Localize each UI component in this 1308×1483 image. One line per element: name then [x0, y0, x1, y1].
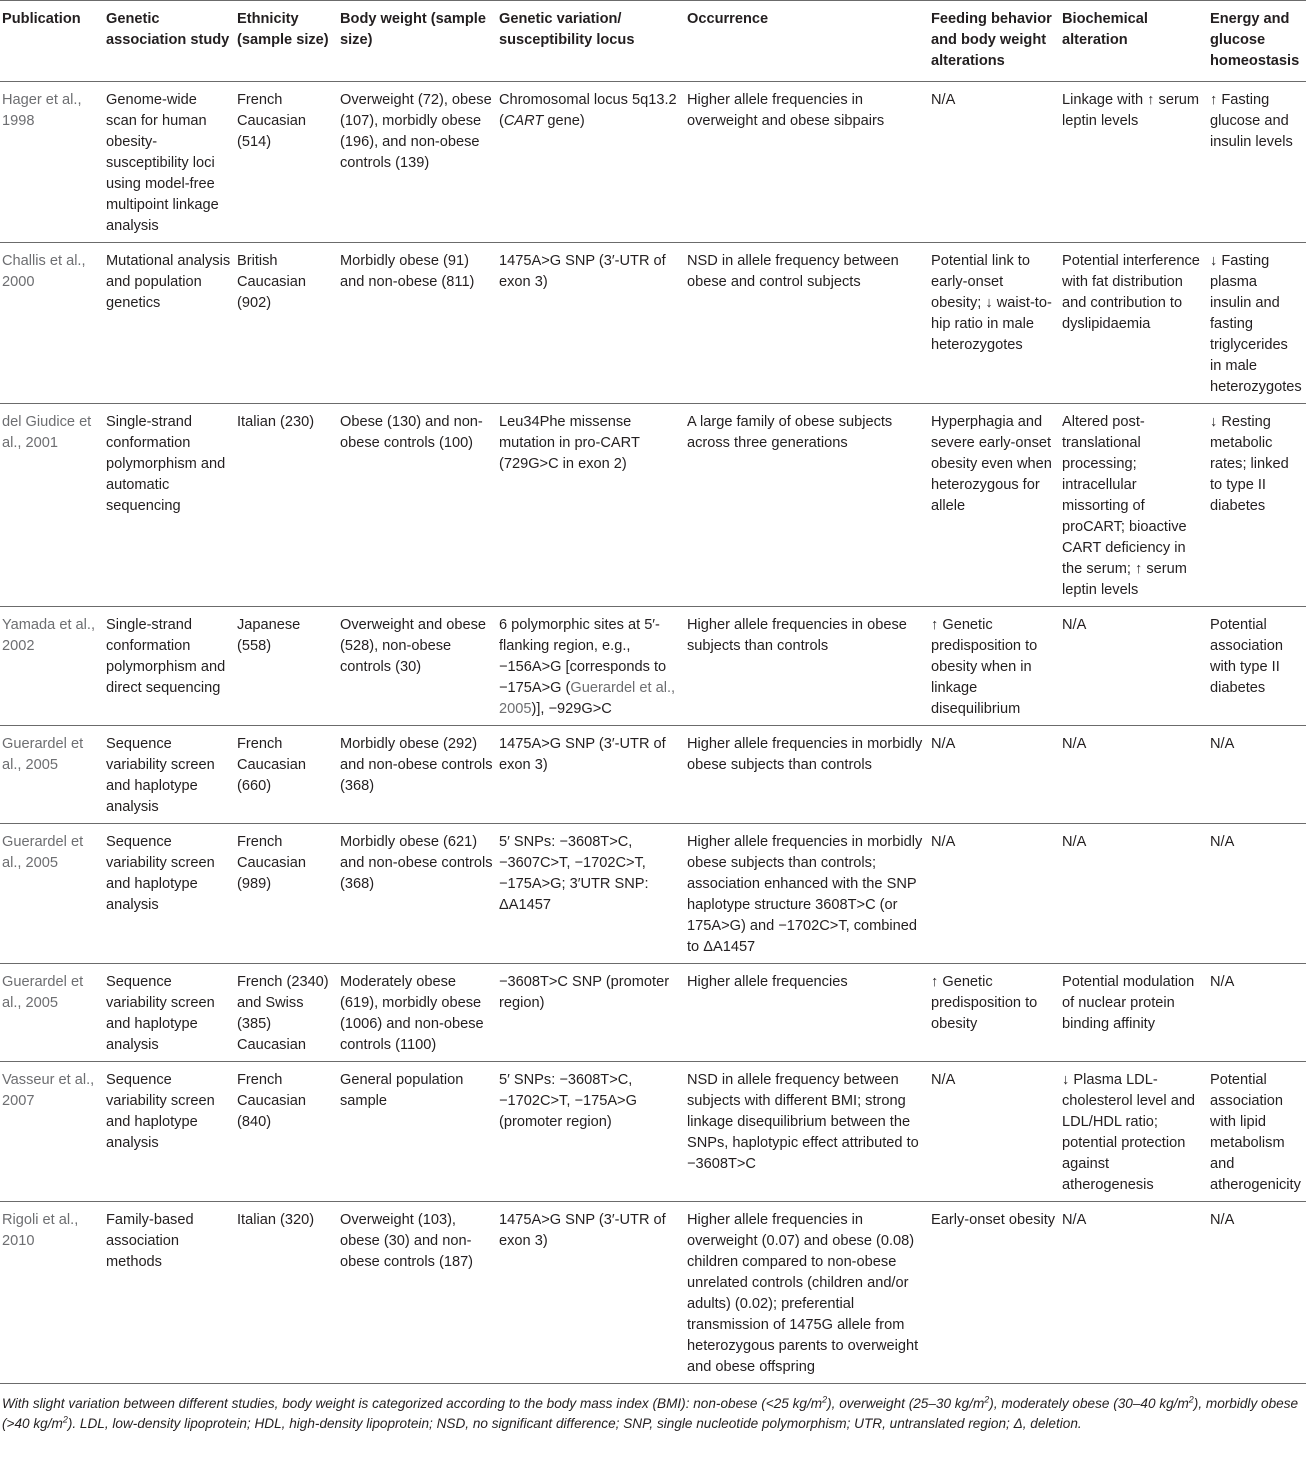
superscript: 2: [1188, 1394, 1194, 1405]
cell-feeding: N/A: [931, 92, 956, 108]
cell-occurrence: Higher allele frequencies in morbidly obese subjects than controls: [687, 736, 923, 773]
cell-locus: 1475A>G SNP (3′-UTR of exon 3): [499, 736, 666, 773]
footnote-text: ). LDL, low-density lipoprotein; HDL, high-density lipoprotein; NSD, no significant difference; SNP, single nucleotide polymorphism; UTR, untranslated region; Δ, deletion.: [67, 1416, 1082, 1431]
cell-body-weight: General population sample: [340, 1072, 464, 1109]
cell-study: Single-strand conformation polymorphism and automatic sequencing: [106, 414, 226, 514]
cell-energy: Potential association with lipid metabolism and atherogenicity: [1210, 1072, 1301, 1193]
cell-body-weight: Morbidly obese (292) and non-obese controls (368): [340, 736, 493, 794]
footnote-text: ), overweight (25–30 kg/m: [827, 1396, 985, 1411]
header-locus: Genetic variation/ susceptibility locus: [499, 11, 635, 48]
cell-study: Family-based association methods: [106, 1212, 194, 1270]
cell-publication: Challis et al., 2000: [2, 253, 86, 290]
cell-study: Sequence variability screen and haplotype analysis: [106, 834, 215, 913]
locus-text: Chromosomal locus 5q13.2 (: [499, 92, 677, 129]
cell-occurrence: Higher allele frequencies in overweight (0.07) and obese (0.08) children compared to non-obese unrelated controls (children and/or adults) (0.02); preferential transmission of 1475G allele from heterozygous parents to overweight and obese offspring: [687, 1212, 919, 1375]
cell-biochemical: ↓ Plasma LDL-cholesterol level and LDL/HDL ratio; potential protection against atherogenesis: [1062, 1072, 1196, 1193]
header-publication: Publication: [2, 11, 81, 27]
cell-body-weight: Morbidly obese (91) and non-obese (811): [340, 253, 475, 290]
cell-publication: del Giudice et al., 2001: [2, 414, 92, 451]
cell-publication: Yamada et al., 2002: [2, 617, 96, 654]
cell-biochemical: Potential interference with fat distribution and contribution to dyslipidaemia: [1062, 253, 1200, 332]
cell-body-weight: Overweight (103), obese (30) and non-obese controls (187): [340, 1212, 474, 1270]
cell-locus: Leu34Phe missense mutation in pro-CART (729G>C in exon 2): [499, 414, 640, 472]
cell-body-weight: Morbidly obese (621) and non-obese controls (368): [340, 834, 493, 892]
cell-feeding: ↑ Genetic predisposition to obesity when in linkage disequilibrium: [931, 617, 1038, 717]
cell-body-weight: Moderately obese (619), morbidly obese (1006) and non-obese controls (1100): [340, 974, 484, 1053]
table-row: [0, 1202, 1306, 1384]
table-row: [0, 964, 1306, 1062]
cell-occurrence: Higher allele frequencies in overweight and obese sibpairs: [687, 92, 885, 129]
cell-occurrence: A large family of obese subjects across three generations: [687, 414, 893, 451]
cell-study: Genome-wide scan for human obesity-susceptibility loci using model-free multipoint linkage analysis: [106, 92, 219, 234]
superscript: 2: [984, 1394, 990, 1405]
cell-energy: N/A: [1210, 1212, 1235, 1228]
cell-occurrence: Higher allele frequencies: [687, 974, 848, 990]
table-row: [0, 243, 1306, 404]
cell-ethnicity: French Caucasian (989): [237, 834, 306, 892]
cell-energy: ↓ Fasting plasma insulin and fasting triglycerides in male heterozygotes: [1210, 253, 1302, 395]
cell-ethnicity: Italian (320): [237, 1212, 315, 1228]
header-biochemical: Biochemical alteration: [1062, 11, 1148, 48]
header-row: [0, 1, 1306, 82]
cell-occurrence: Higher allele frequencies in obese subjects than controls: [687, 617, 907, 654]
cell-locus: −3608T>C SNP (promoter region): [499, 974, 670, 1011]
header-body-weight: Body weight (sample size): [340, 11, 486, 48]
cell-publication: Guerardel et al., 2005: [2, 974, 84, 1011]
footnote-text: ), moderately obese (30–40 kg/m: [989, 1396, 1189, 1411]
header-energy: Energy and glucose homeostasis: [1210, 11, 1300, 69]
cell-biochemical: Linkage with ↑ serum leptin levels: [1062, 92, 1200, 129]
locus-text: 6 polymorphic sites at 5′-flanking region, e.g., −156A>G [corresponds to −175A>G (: [499, 617, 667, 696]
cell-energy: ↓ Resting metabolic rates; linked to type II diabetes: [1210, 414, 1289, 514]
cell-energy: Potential association with type II diabetes: [1210, 617, 1284, 696]
cell-occurrence: NSD in allele frequency between obese and control subjects: [687, 253, 899, 290]
cell-study: Sequence variability screen and haplotype analysis: [106, 736, 215, 815]
cell-study: Sequence variability screen and haplotype analysis: [106, 1072, 215, 1151]
cell-feeding: ↑ Genetic predisposition to obesity: [931, 974, 1038, 1032]
cell-biochemical: N/A: [1062, 736, 1087, 752]
locus-text: gene): [543, 113, 585, 129]
cell-locus: 5′ SNPs: −3608T>C, −3607C>T, −1702C>T, −175A>G; 3′UTR SNP: ΔA1457: [499, 834, 649, 913]
cell-publication: Guerardel et al., 2005: [2, 736, 84, 773]
superscript: 2: [62, 1414, 68, 1425]
cell-study: Sequence variability screen and haplotype analysis: [106, 974, 215, 1053]
cell-energy: ↑ Fasting glucose and insulin levels: [1210, 92, 1293, 150]
cell-biochemical: N/A: [1062, 617, 1087, 633]
cell-ethnicity: Japanese (558): [237, 617, 301, 654]
cell-ethnicity: British Caucasian (902): [237, 253, 306, 311]
cell-locus: 5′ SNPs: −3608T>C, −1702C>T, −175A>G (promoter region): [499, 1072, 637, 1130]
cell-biochemical: N/A: [1062, 834, 1087, 850]
header-feeding: Feeding behavior and body weight alterations: [931, 11, 1052, 69]
cell-ethnicity: French Caucasian (840): [237, 1072, 306, 1130]
table-row: [0, 824, 1306, 964]
footnote-text: ), morbidly obese (>40 kg/m: [2, 1396, 1299, 1431]
footnote-text: With slight variation between different studies, body weight is categorized according to the body mass index (BMI): non-obese (<25 kg/m: [2, 1396, 823, 1411]
cell-biochemical: Potential modulation of nuclear protein binding affinity: [1062, 974, 1195, 1032]
cell-publication: Vasseur et al., 2007: [2, 1072, 95, 1109]
cell-body-weight: Overweight (72), obese (107), morbidly obese (196), and non-obese controls (139): [340, 92, 492, 171]
cell-energy: N/A: [1210, 974, 1235, 990]
cell-feeding: N/A: [931, 736, 956, 752]
cell-publication: Guerardel et al., 2005: [2, 834, 84, 871]
cell-occurrence: Higher allele frequencies in morbidly obese subjects than controls; association enhanced with the SNP haplotype structure 3608T>C (or 175A>G) and −1702C>T, combined to ΔA1457: [687, 834, 923, 955]
cell-ethnicity: French Caucasian (660): [237, 736, 306, 794]
cell-publication: Hager et al., 1998: [2, 92, 82, 129]
cell-publication: Rigoli et al., 2010: [2, 1212, 79, 1249]
cell-study: Mutational analysis and population genetics: [106, 253, 231, 311]
cell-body-weight: Obese (130) and non-obese controls (100): [340, 414, 483, 451]
cell-energy: N/A: [1210, 834, 1235, 850]
header-occurrence: Occurrence: [687, 11, 769, 27]
table-row: [0, 607, 1306, 726]
locus-text: )], −929G>C: [531, 701, 612, 717]
header-study: Genetic association study: [106, 11, 230, 48]
cell-study: Single-strand conformation polymorphism and direct sequencing: [106, 617, 226, 696]
cell-locus: 1475A>G SNP (3′-UTR of exon 3): [499, 253, 666, 290]
table-row: [0, 82, 1306, 243]
table-footnote: [0, 1384, 1304, 1434]
cell-ethnicity: French Caucasian (514): [237, 92, 306, 150]
gene-name: CART: [503, 113, 544, 129]
table-row: [0, 726, 1306, 824]
superscript: 2: [822, 1394, 828, 1405]
cell-occurrence: NSD in allele frequency between subjects with different BMI; strong linkage disequilibrium between the SNPs, haplotypic effect attributed to −3608T>C: [687, 1072, 919, 1172]
cell-locus: 1475A>G SNP (3′-UTR of exon 3): [499, 1212, 666, 1249]
cell-ethnicity: French (2340) and Swiss (385) Caucasian: [237, 974, 329, 1053]
reference-link[interactable]: Guerardel et al., 2005: [499, 680, 676, 717]
table-row: [0, 1062, 1306, 1202]
cell-body-weight: Overweight and obese (528), non-obese controls (30): [340, 617, 487, 675]
cell-feeding: N/A: [931, 834, 956, 850]
header-ethnicity: Ethnicity (sample size): [237, 11, 329, 48]
cell-feeding: Hyperphagia and severe early-onset obesity even when heterozygous for allele: [931, 414, 1052, 514]
cell-locus: [497, 82, 685, 243]
cell-biochemical: N/A: [1062, 1212, 1087, 1228]
table-row: [0, 404, 1306, 607]
cell-biochemical: Altered post-translational processing; intracellular missorting of proCART; bioactive CART deficiency in the serum; ↑ serum leptin levels: [1062, 414, 1187, 598]
cell-feeding: N/A: [931, 1072, 956, 1088]
cell-feeding: Early-onset obesity: [931, 1212, 1056, 1228]
cell-ethnicity: Italian (230): [237, 414, 315, 430]
cell-feeding: Potential link to early-onset obesity; ↓ waist-to-hip ratio in male heterozygotes: [931, 253, 1052, 353]
cell-locus: [497, 607, 685, 726]
cell-energy: N/A: [1210, 736, 1235, 752]
